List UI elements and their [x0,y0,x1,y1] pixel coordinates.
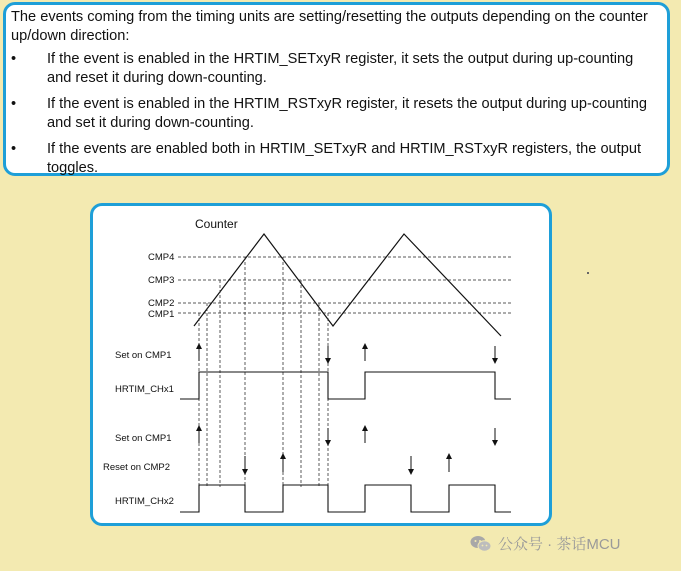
timing-diagram-box [90,203,552,526]
description-box [3,2,670,176]
cmp2-label: CMP2 [148,298,175,309]
bullet-item [11,50,661,88]
bullet-text: If the event is enabled in the HRTIM_RSTxyR register, it resets the output during up-counting and set it during down-counting. [47,96,648,131]
intro-text: The events coming from the timing units are setting/resetting the outputs depending on the counter up/down direction: [11,9,648,44]
timing-diagram [93,206,549,523]
bullet-text: If the events are enabled both in HRTIM_SETxyR and HRTIM_RSTxyR registers, the output toggles. [47,141,642,176]
bullet-text: If the event is enabled in the HRTIM_SETxyR register, it sets the output during up-counting and reset it during down-counting. [47,51,634,86]
bullet-item [11,95,661,133]
cmp1-label: CMP1 [148,309,175,320]
wechat-icon [470,535,492,553]
chx1-waveform [180,372,511,399]
counter-label: Counter [195,217,238,231]
chx1-label: HRTIM_CHx1 [115,384,174,395]
cmp4-label: CMP4 [148,252,175,263]
bullet-marker: • [11,51,17,67]
set-cmp1-label-b: Set on CMP1 [115,433,172,444]
bullet-marker: • [11,96,17,112]
cmp3-label: CMP3 [148,275,175,286]
bullet-marker: • [11,141,17,157]
counter-waveform [194,234,501,336]
watermark [470,533,621,554]
watermark-text: 公众号 · 茶话MCU [498,536,621,553]
chx2-label: HRTIM_CHx2 [115,496,174,507]
reset-cmp2-label: Reset on CMP2 [103,462,171,473]
chx2-waveform [180,485,511,512]
bullet-item [11,140,661,178]
stray-dot [587,272,589,274]
set-cmp1-label-a: Set on CMP1 [115,350,172,361]
